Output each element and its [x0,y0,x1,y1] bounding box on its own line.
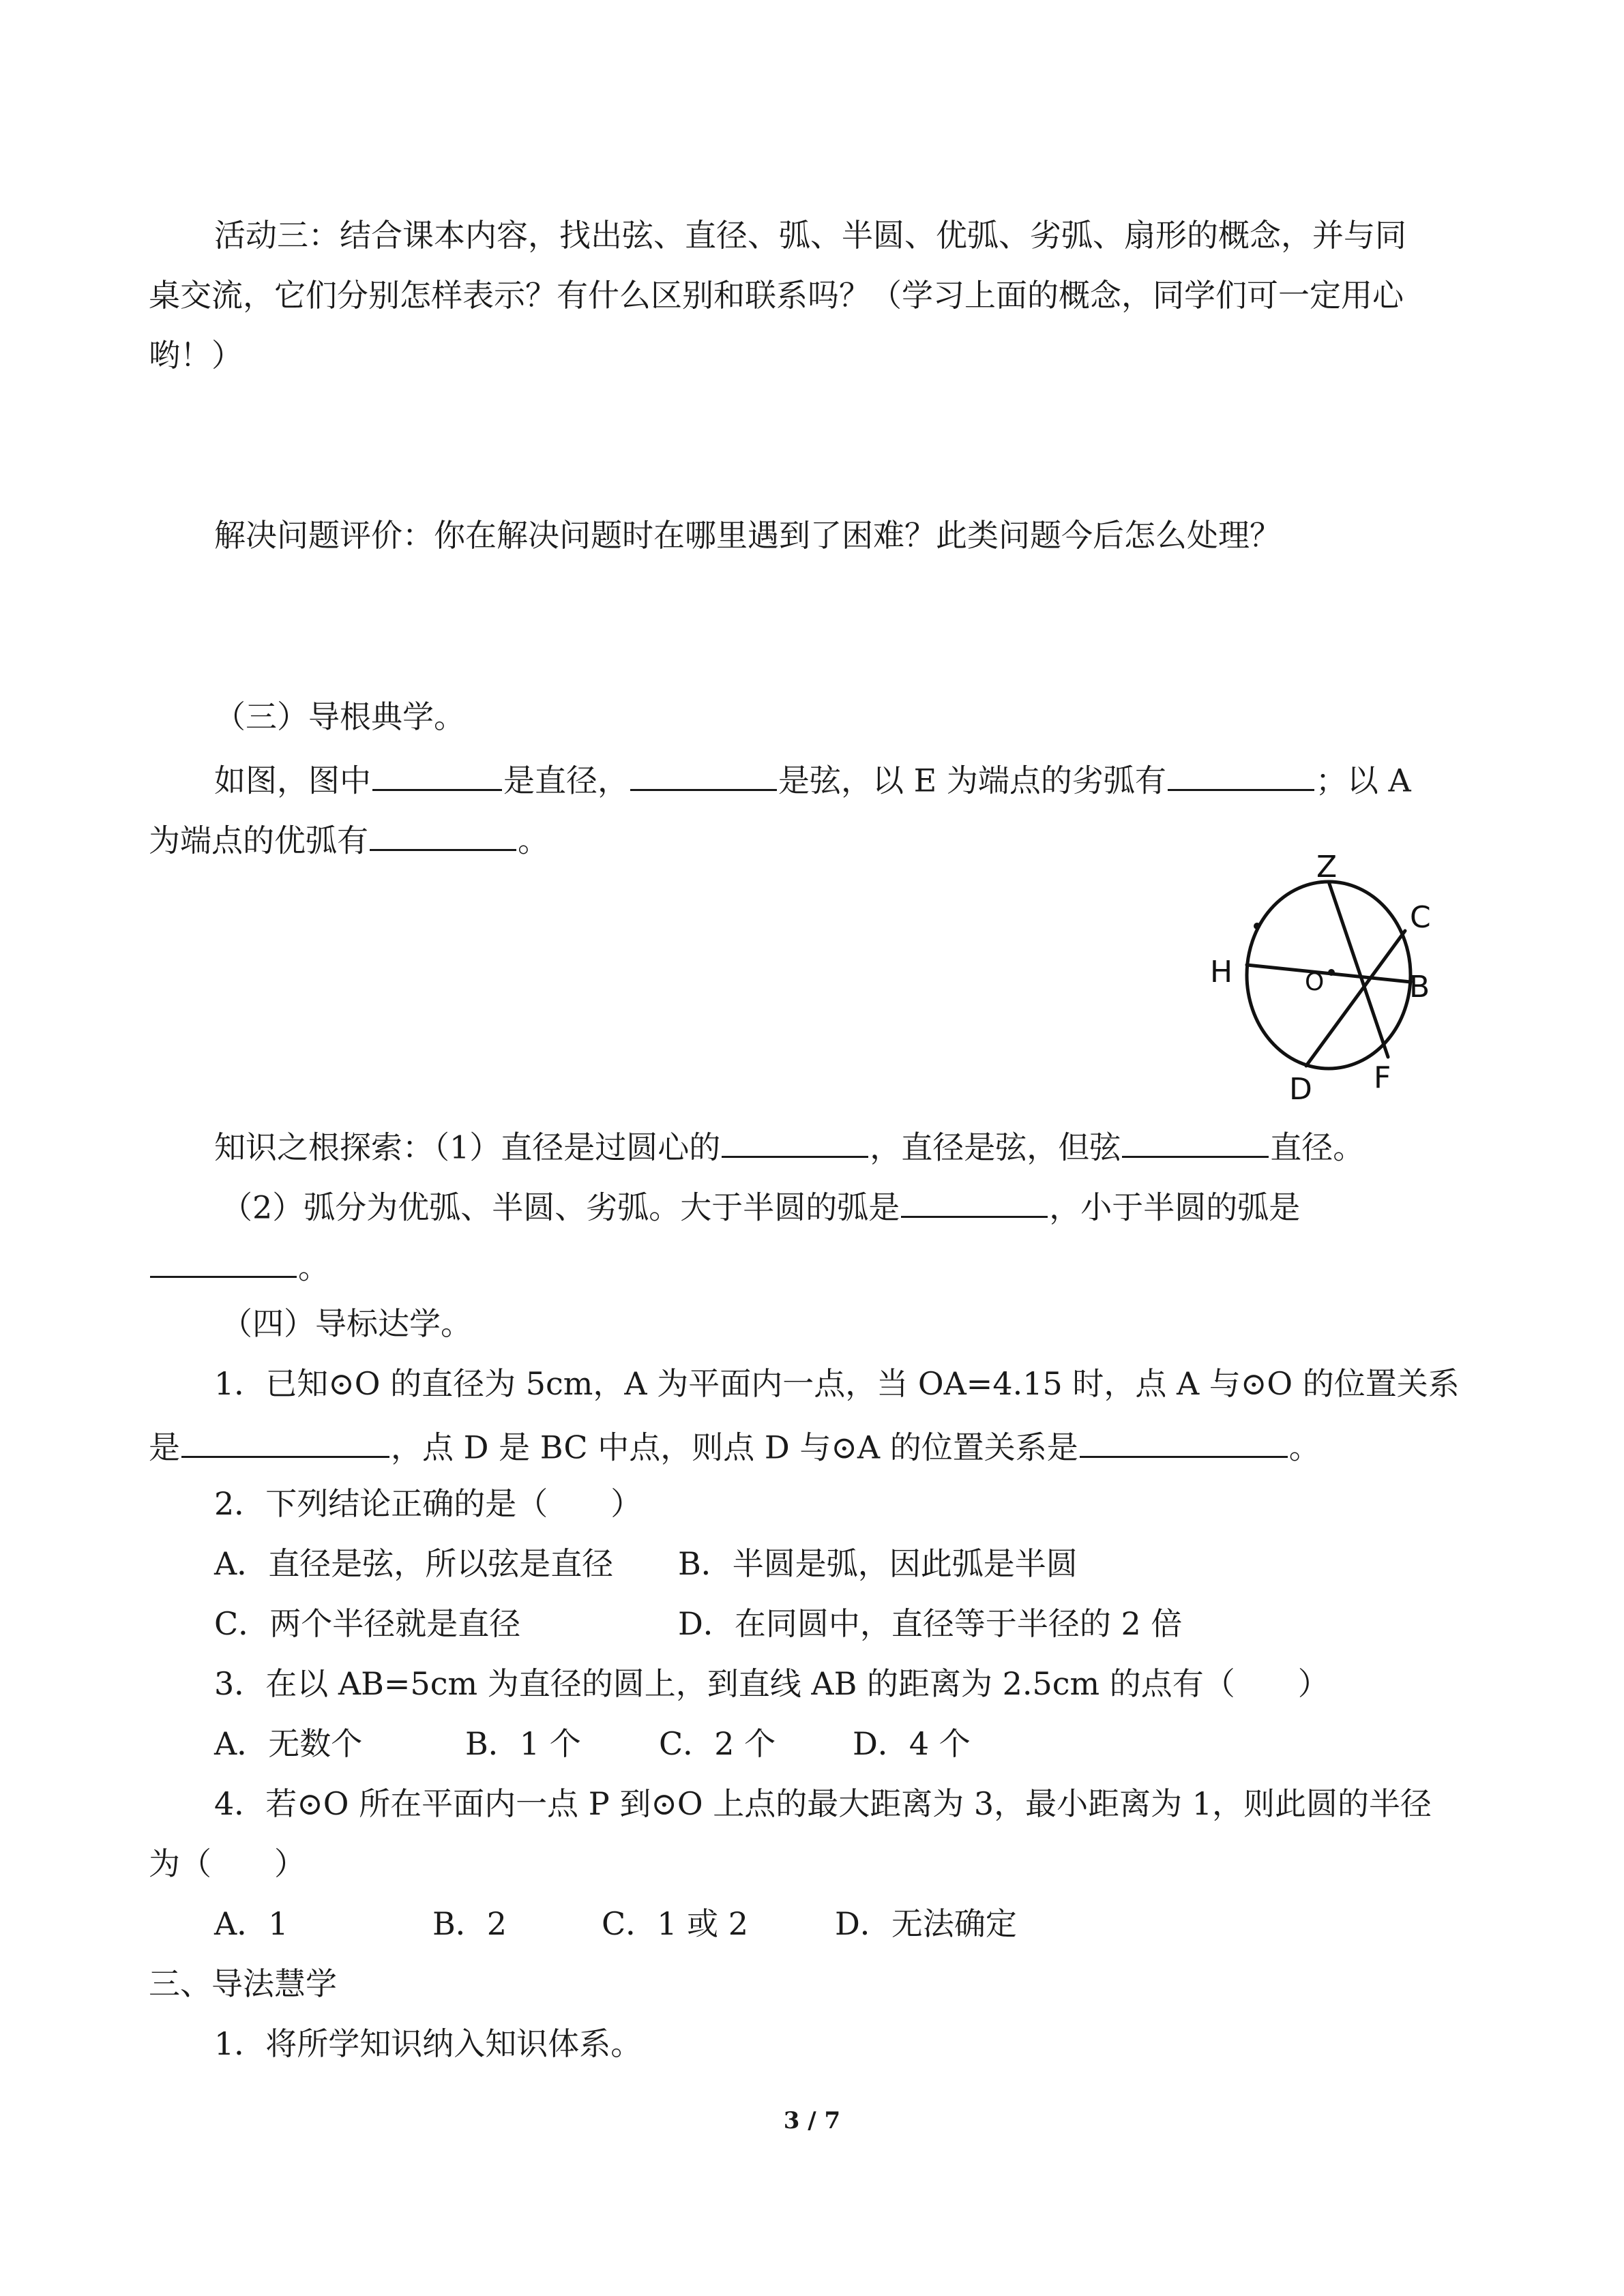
q-text-c: 是弦，以 E 为端点的劣弧有 [778,762,1166,799]
chord-cd [1306,931,1405,1066]
part3-heading: 三、导法慧学 [149,1965,337,2002]
activity3-line3: 哟！） [149,337,243,374]
section3-heading: （三）导根典学。 [214,698,465,735]
label-o: O [1305,968,1325,996]
circle-figure [1207,852,1439,1105]
q4-option-b: B．2 [432,1905,507,1942]
q2-option-a: A．直径是弦，所以弦是直径 [214,1545,614,1582]
q4-option-d: D．无法确定 [835,1905,1017,1942]
answer-blank-chord-diameter[interactable] [1122,1128,1269,1158]
knowledge-line3 [149,1248,329,1286]
q1-text-d: 。 [1288,1429,1320,1466]
q-text-d: ；以 A [1315,762,1411,799]
section4-heading: （四）导标达学。 [221,1305,472,1342]
q1-line1: 1．已知⊙O 的直径为 5cm，A 为平面内一点，当 OA=4.15 时，点 A 与⊙O 的位置关系 [214,1365,1460,1402]
chord-zf [1329,882,1388,1057]
label-c: C [1410,900,1431,935]
knowledge-text-d: （2）弧分为优弧、半圆、劣弧。大于半圆的弧是 [221,1189,900,1226]
point-e-dot [1254,923,1260,929]
knowledge-text-a: 知识之根探索：（1）直径是过圆心的 [214,1129,721,1166]
evaluation-prompt: 解决问题评价：你在解决问题时在哪里遇到了困难？此类问题今后怎么处理？ [214,517,1281,554]
answer-blank-q1-relation[interactable] [181,1428,389,1458]
answer-blank-minor[interactable] [150,1248,297,1278]
q4-line1: 4．若⊙O 所在平面内一点 P 到⊙O 上点的最大距离为 3，最小距离为 1，则此圆的半径 [214,1785,1432,1822]
answer-blank-diameter[interactable] [372,761,502,791]
label-f: F [1374,1060,1391,1095]
q1-text-c: ，点 D 是 BC 中点，则点 D 与⊙A 的位置关系是 [391,1429,1078,1466]
q3-option-c: C．2 个 [659,1725,776,1762]
section3-question-line1 [214,761,1411,799]
activity3-line1: 活动三：结合课本内容，找出弦、直径、弧、半圆、优弧、劣弧、扇形的概念，并与同 [214,217,1406,254]
label-h: H [1210,955,1233,989]
q-text-b: 是直径， [503,762,629,799]
label-b: B [1409,970,1430,1004]
knowledge-text-e: ，小于半圆的弧是 [1049,1189,1301,1226]
answer-blank-minor-arc[interactable] [1168,761,1314,791]
activity3-line2: 桌交流，它们分别怎样表示？有什么区别和联系吗？（学习上面的概念，同学们可一定用心 [149,277,1404,314]
q3-option-a: A．无数个 [214,1725,363,1762]
knowledge-line1 [214,1128,1365,1166]
q2-option-d: D．在同圆中，直径等于半径的 2 倍 [678,1605,1183,1642]
answer-blank-chord[interactable] [630,761,777,791]
q4-line2: 为（ ） [149,1845,306,1882]
q3-option-b: B．1 个 [465,1725,581,1762]
q4-option-a: A．1 [214,1905,289,1942]
q1-line2 [149,1428,1320,1466]
q2-stem: 2．下列结论正确的是（ ） [214,1485,643,1522]
answer-blank-major-arc[interactable] [370,821,516,851]
knowledge-text-b: ，直径是弦，但弦 [870,1129,1121,1166]
knowledge-text-f: 。 [298,1249,329,1286]
knowledge-line2 [221,1188,1301,1226]
page-number: 3 / 7 [783,2107,841,2134]
answer-blank-q1-relation2[interactable] [1080,1428,1288,1458]
label-d: D [1289,1072,1312,1105]
q2-option-c: C．两个半径就是直径 [214,1605,521,1642]
q-text-e: 为端点的优弧有 [149,822,368,859]
part3-item1: 1．将所学知识纳入知识体系。 [214,2025,643,2062]
q3-stem: 3．在以 AB=5cm 为直径的圆上，到直线 AB 的距离为 2.5cm 的点有（ ） [214,1665,1329,1702]
knowledge-text-c: 直径。 [1270,1129,1365,1166]
answer-blank-major[interactable] [901,1188,1048,1218]
q2-option-b: B．半圆是弧，因此弧是半圆 [678,1545,1078,1582]
label-z: Z [1316,852,1338,884]
q1-text-b: 是 [149,1429,180,1466]
q-text-a: 如图，图中 [214,762,371,799]
answer-blank-center[interactable] [722,1128,868,1158]
center-dot [1328,969,1335,976]
q4-option-c: C．1 或 2 [602,1905,748,1942]
section3-question-line2 [149,821,549,859]
q-text-f: 。 [518,822,549,859]
q3-option-d: D．4 个 [853,1725,971,1762]
